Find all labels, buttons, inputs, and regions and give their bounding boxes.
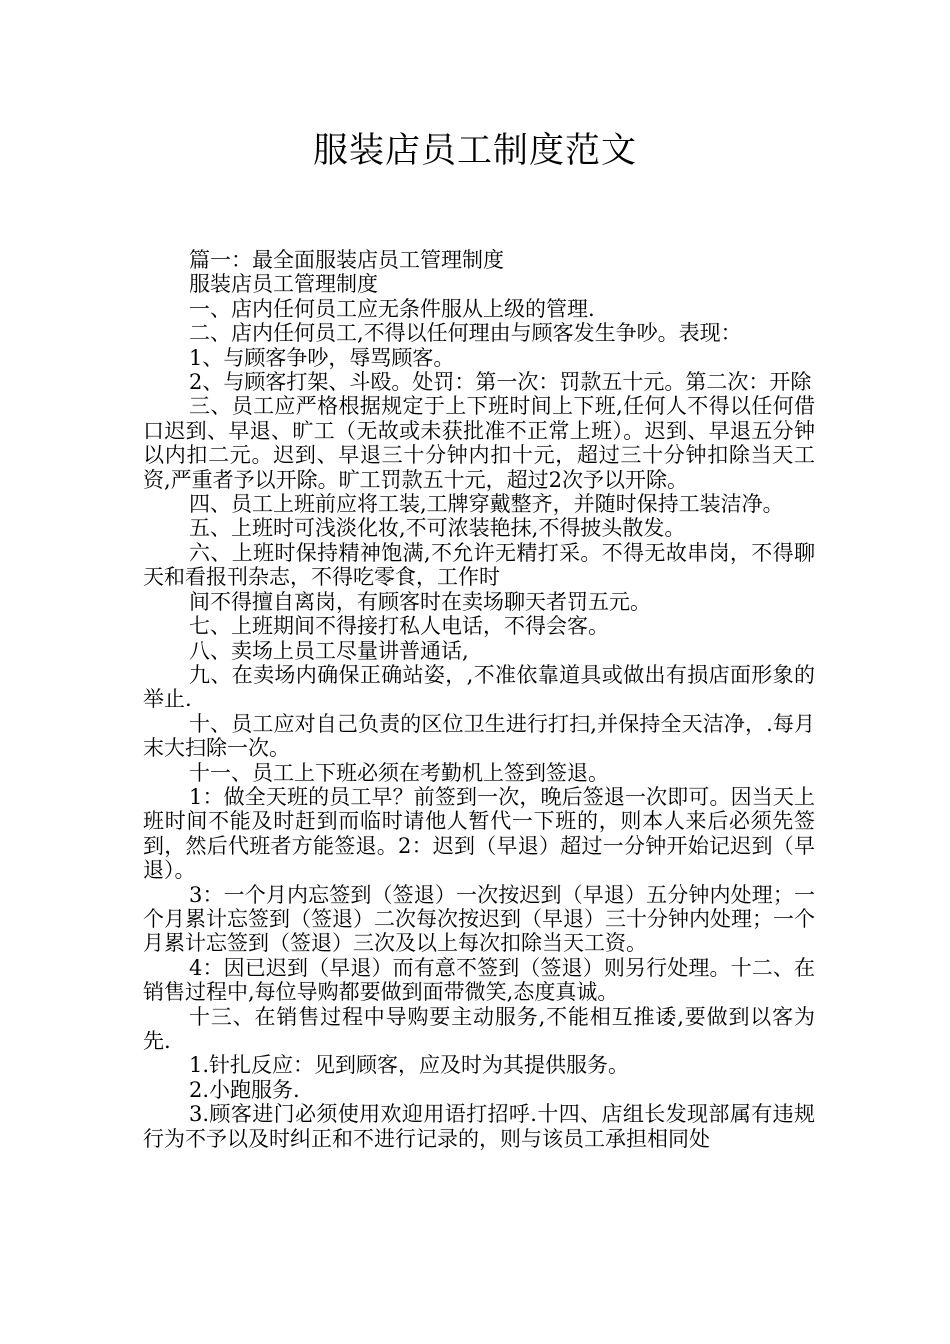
paragraph: 3.顾客进门必须使用欢迎用语打招呼.十四、店组长发现部属有违规行为不予以及时纠正和不进行记录的，则与该员工承担相同处: [143, 1102, 815, 1151]
paragraph: 五、上班时可浅淡化妆,不可浓装艳抹,不得披头散发。: [189, 516, 686, 541]
paragraph: 六、上班时保持精神饱满,不允许无精打采。不得无故串岗，不得聊天和看报刊杂志，不得吃零食，工作时: [143, 540, 815, 590]
paragraph: 十三、在销售过程中导购要主动服务,不能相互推诿,要做到以客为先.: [143, 1004, 815, 1053]
paragraph: 八、卖场上员工尽量讲普通话,: [189, 638, 469, 663]
paragraph: 十、员工应对自己负责的区位卫生进行打扫,并保持全天洁净，.每月末大扫除一次。: [143, 711, 815, 761]
paragraph: 间不得擅自离岗，有顾客时在卖场聊天者罚五元。: [189, 589, 651, 614]
paragraph: 三、员工应严格根据规定于上下班时间上下班,任何人不得以任何借口迟到、早退、旷工（无故或未获批准不正常上班）。迟到、早退五分钟以内扣二元。迟到、早退三十分钟内扣十元，超过三十分钟扣除当天工资,严重者予以开除。旷工罚款五十元，超过2次予以开除。: [143, 394, 815, 492]
paragraph: 服装店员工管理制度: [189, 272, 378, 297]
paragraph: 七、上班期间不得接打私人电话，不得会客。: [189, 614, 609, 639]
paragraph: 1：做全天班的员工早？前签到一次，晚后签退一次即可。因当天上班时间不能及时赶到而临时请他人暂代一下班的，则本人来后必须先签到，然后代班者方能签退。2：迟到（早退）超过一分钟开始记迟到（早退）。: [143, 784, 815, 883]
paragraph: 2.小跑服务.: [189, 1077, 300, 1102]
paragraph: 九、在卖场内确保正确站姿，,不准依靠道具或做出有损店面形象的举止.: [143, 662, 815, 712]
paragraph: 4：因已迟到（早退）而有意不签到（签退）则另行处理。十二、在销售过程中,每位导购都要做到面带微笑,态度真诚。: [143, 955, 815, 1005]
paragraph: 1、与顾客争吵，辱骂顾客。: [189, 345, 455, 370]
document-title: 服装店员工制度范文: [312, 131, 637, 171]
paragraph: 1.针扎反应：见到顾客，应及时为其提供服务。: [189, 1053, 630, 1078]
paragraph: 十一、员工上下班必须在考勤机上签到签退。: [189, 760, 609, 785]
paragraph: 一、店内任何员工应无条件服从上级的管理.: [189, 296, 595, 321]
document-body: [143, 248, 815, 1151]
paragraph: 2、与顾客打架、斗殴。处罚：第一次：罚款五十元。第二次：开除: [189, 370, 812, 395]
paragraph: 3：一个月内忘签到（签退）一次按迟到（早退）五分钟内处理；一个月累计忘签到（签退）二次每次按迟到（早退）三十分钟内处理；一个月累计忘签到（签退）三次及以上每次扣除当天工资。: [143, 882, 815, 956]
paragraph: 篇一：最全面服装店员工管理制度: [189, 248, 504, 272]
paragraph: 二、店内任何员工,不得以任何理由与顾客发生争吵。表现：: [189, 321, 742, 346]
paragraph: 四、员工上班前应将工装,工牌穿戴整齐，并随时保持工装洁净。: [189, 492, 784, 517]
